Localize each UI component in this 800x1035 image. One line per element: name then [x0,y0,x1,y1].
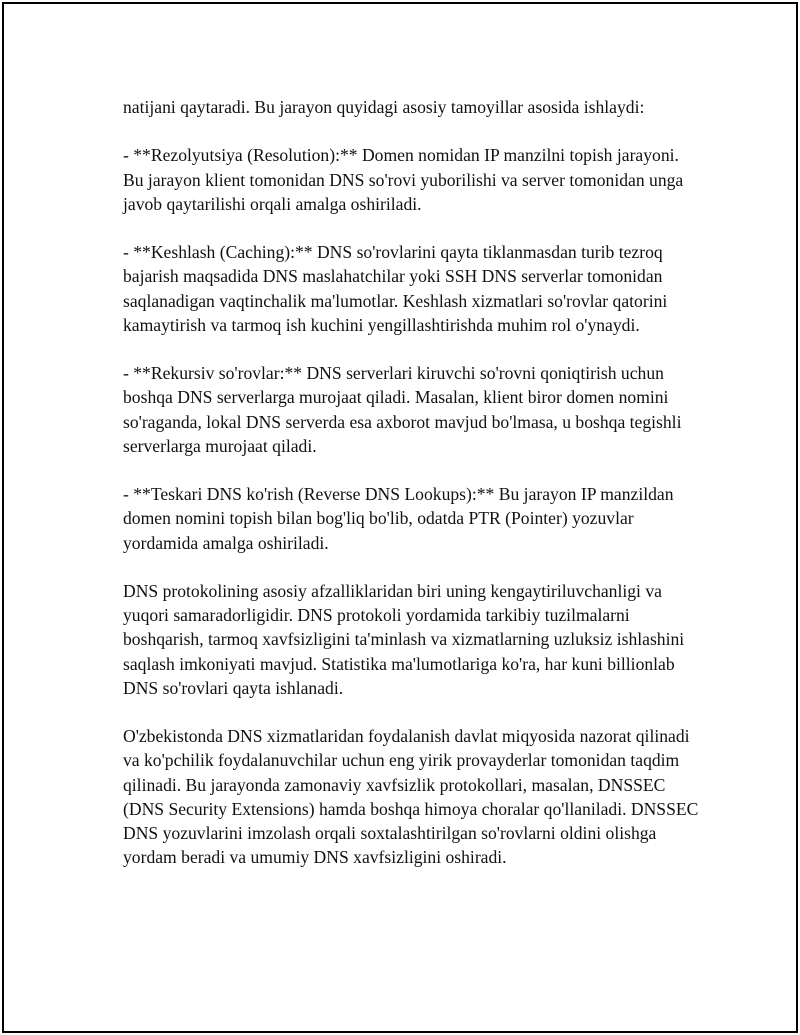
document-body [123,95,703,869]
paragraph-recursive-queries: - **Rekursiv so'rovlar:** DNS serverlari kiruvchi so'rovni qoniqtirish uchun boshqa DNS serverlarga murojaat qiladi. Masalan, klient biror domen nomini so'raganda, lokal DNS serverda esa axborot mavjud bo'lmasa, u boshqa tegishli serverlarga murojaat qiladi. [123,363,682,456]
page-border [2,2,798,1033]
paragraph-reverse-dns: - **Teskari DNS ko'rish (Reverse DNS Lookups):** Bu jarayon IP manzildan domen nomini topish bilan bog'liq bo'lib, odatda PTR (Pointer) yozuvlar yordamida amalga oshiriladi. [123,484,674,553]
paragraph-resolution: - **Rezolyutsiya (Resolution):** Domen nomidan IP manzilni topish jarayoni. Bu jarayon klient tomonidan DNS so'rovi yuborilishi va server tomonidan unga javob qaytarilishi orqali amalga oshiriladi. [123,145,684,214]
paragraph-caching: - **Keshlash (Caching):** DNS so'rovlarini qayta tiklanmasdan turib tezroq bajarish maqsadida DNS maslahatchilar yoki SSH DNS serverlar tomonidan saqlanadigan vaqtinchalik ma'lumotlar. Keshlash xizmatlari so'rovlar qatorini kamaytirish va tarmoq ish kuchini yengillashtirishda muhim rol o'ynaydi. [123,242,668,335]
paragraph-uzbekistan: O'zbekistonda DNS xizmatlaridan foydalanish davlat miqyosida nazorat qilinadi va ko'pchilik foydalanuvchilar uchun eng yirik provayderlar tomonidan taqdim qilinadi. Bu jarayonda zamonaviy xavfsizlik protokollari, masalan, DNSSEC (DNS Security Extensions) hamda boshqa himoya choralar qo'llaniladi. DNSSEC DNS yozuvlarini imzolash orqali soxtalashtirilgan so'rovlarni oldini olishga yordam beradi va umumiy DNS xavfsizligini oshiradi. [123,726,699,868]
paragraph-advantages: DNS protokolining asosiy afzalliklaridan biri uning kengaytiriluvchanligi va yuqori samaradorligidir. DNS protokoli yordamida tarkibiy tuzilmalarni boshqarish, tarmoq xavfsizligini ta'minlash va xizmatlarning uzluksiz ishlashini saqlash imkoniyati mavjud. Statistika ma'lumotlariga ko'ra, har kuni billionlab DNS so'rovlari qayta ishlanadi. [123,580,685,698]
paragraph-intro: natijani qaytaradi. Bu jarayon quyidagi asosiy tamoyillar asosida ishlaydi: [123,97,645,117]
